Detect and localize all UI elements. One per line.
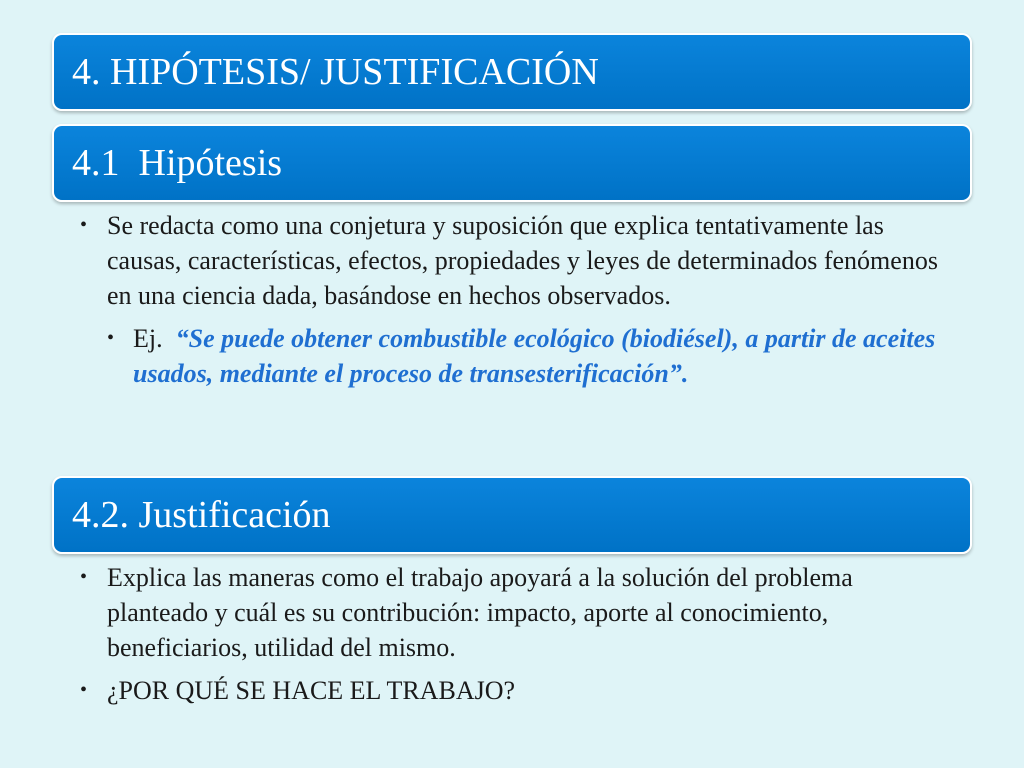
hypothesis-bullet	[80, 208, 960, 313]
hypothesis-bullet-text: Se redacta como una conjetura y suposición que explica tentativamente las causas, características, efectos, propiedades y leyes de determinados fenómenos en una ciencia dada, basándose en hechos observados.	[107, 211, 938, 310]
justification-content	[80, 560, 960, 708]
example-quote: “Se puede obtener combustible ecológico (biodiésel), a partir de aceites usados, mediante el proceso de transesterificación”.	[133, 324, 936, 388]
hypothesis-content	[80, 208, 960, 417]
bullet-icon: •	[80, 566, 88, 588]
justification-bullet	[80, 560, 960, 665]
example-prefix: Ej.	[133, 324, 176, 353]
hypothesis-heading-bar	[52, 124, 972, 202]
hypothesis-heading: 4.1 Hipótesis	[72, 142, 283, 184]
title-bar	[52, 33, 972, 111]
hypothesis-example	[80, 321, 960, 391]
title-text: 4. HIPÓTESIS/ JUSTIFICACIÓN	[72, 51, 599, 93]
bullet-icon: •	[80, 679, 88, 701]
bullet-icon: •	[107, 327, 115, 349]
justification-heading: 4.2. Justificación	[72, 494, 331, 536]
justification-bullet-text: ¿POR QUÉ SE HACE EL TRABAJO?	[107, 676, 516, 705]
justification-bullet-text: Explica las maneras como el trabajo apoyará a la solución del problema planteado y cuál es su contribución: impacto, aporte al conocimiento, beneficiarios, utilidad del mismo.	[107, 563, 853, 662]
justification-bullet	[80, 673, 960, 708]
justification-heading-bar	[52, 476, 972, 554]
bullet-icon: •	[80, 214, 88, 236]
